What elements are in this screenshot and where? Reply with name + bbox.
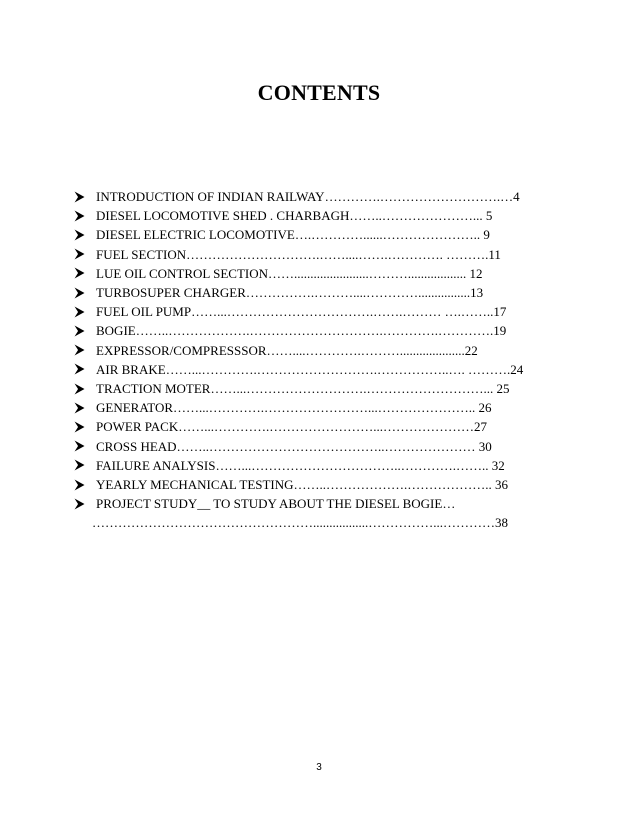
arrowhead-check-bullet-icon	[74, 475, 88, 494]
toc-entry-text: CROSS HEAD……..…………………………………..………………… 30	[96, 438, 492, 454]
toc-entry	[74, 456, 564, 475]
toc-entry-text: FAILURE ANALYSIS……...……………………………..………….…….. 32	[96, 457, 505, 473]
toc-entry-text: GENERATOR……...………….……………………...………………….. 26	[96, 400, 492, 416]
toc-entry-text: POWER PACK……...………….……………………...…………………27	[96, 419, 487, 435]
toc-entry	[74, 341, 564, 360]
toc-entry-text: DIESEL LOCOMOTIVE SHED . CHARBAGH……..…………………... 5	[96, 208, 493, 224]
toc-entry	[74, 187, 564, 206]
arrowhead-check-bullet-icon	[74, 321, 88, 340]
toc-entry	[74, 264, 564, 283]
arrowhead-check-bullet-icon	[74, 206, 88, 225]
toc-entry	[74, 283, 564, 302]
arrowhead-check-bullet-icon	[74, 187, 88, 206]
toc-entry-continuation: …………………………………………….................……………...…………38	[92, 515, 508, 531]
arrowhead-check-bullet-icon	[74, 283, 88, 302]
toc-entry	[74, 360, 564, 379]
toc-entry	[74, 437, 564, 456]
toc-entry-text: PROJECT STUDY__ TO STUDY ABOUT THE DIESEL BOGIE…	[96, 496, 456, 512]
toc-entry	[74, 494, 564, 532]
toc-entry	[74, 475, 564, 494]
toc-entry-text: LUE OIL CONTROL SECTION…….......................……….................. 12	[96, 265, 483, 281]
arrowhead-check-bullet-icon	[74, 437, 88, 456]
toc-entry	[74, 321, 564, 340]
toc-entry-text: TURBOSUPER CHARGER…………….………....…………................13	[96, 285, 484, 301]
toc-entry-text: FUEL OIL PUMP……...…………………………….…….……… ….……..17	[96, 304, 507, 320]
toc-entry-text: YEARLY MECHANICAL TESTING……..……………….……………….. 36	[96, 477, 509, 493]
toc-entry-text: BOGIE……..……………….………………………….………….………….19	[96, 323, 507, 339]
arrowhead-check-bullet-icon	[74, 360, 88, 379]
toc-entry-text: DIESEL ELECTRIC LOCOMOTIVE….…………......………………….. 9	[96, 227, 490, 243]
toc-entry	[74, 225, 564, 244]
toc-entry	[74, 417, 564, 436]
page-number: 3	[316, 762, 322, 773]
arrowhead-check-bullet-icon	[74, 245, 88, 264]
toc-entry-text: INTRODUCTION OF INDIAN RAILWAY………….……………………….…4	[96, 189, 520, 204]
arrowhead-check-bullet-icon	[74, 225, 88, 244]
toc-entry	[74, 379, 564, 398]
arrowhead-check-bullet-icon	[74, 264, 88, 283]
arrowhead-check-bullet-icon	[74, 494, 88, 513]
arrowhead-check-bullet-icon	[74, 302, 88, 321]
toc-entry-text: FUEL SECTION………………………….……....…….…………. ……….11	[96, 246, 501, 262]
table-of-contents	[74, 187, 564, 533]
toc-entry-text: TRACTION MOTER……...……………………….………………………... 25	[96, 381, 510, 397]
toc-entry	[74, 245, 564, 264]
toc-entry	[74, 398, 564, 417]
arrowhead-check-bullet-icon	[74, 379, 88, 398]
page-title: CONTENTS	[257, 80, 381, 105]
toc-entry-text: AIR BRAKE……...………….……………………….……………..…. ……….24	[96, 361, 524, 377]
toc-entry	[74, 206, 564, 225]
arrowhead-check-bullet-icon	[74, 417, 88, 436]
arrowhead-check-bullet-icon	[74, 341, 88, 360]
toc-entry-text: EXPRESSOR/COMPRESSSOR……....………….………....................22	[96, 342, 478, 358]
arrowhead-check-bullet-icon	[74, 398, 88, 417]
toc-entry	[74, 302, 564, 321]
arrowhead-check-bullet-icon	[74, 456, 88, 475]
